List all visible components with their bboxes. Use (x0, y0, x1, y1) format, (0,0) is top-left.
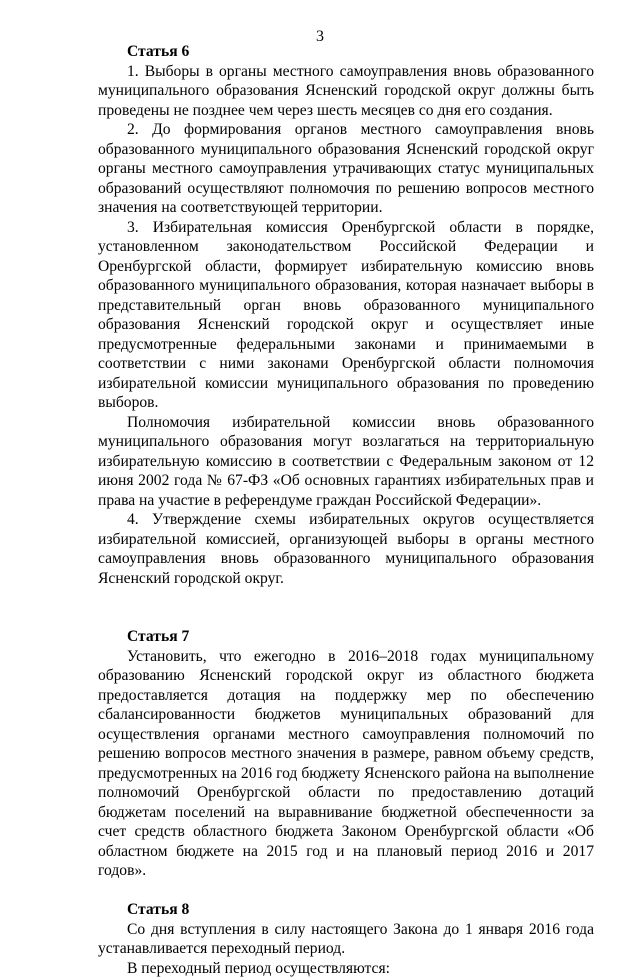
paragraph: Установить, что ежегодно в 2016–2018 годах муниципальному образованию Ясненский городской округ из областного бюджета предоставляется дотация на поддержку мер по обеспечению сбалансированности бюджетов муниципальных образований для осуществления органами местного самоуправления полномочий по решению вопросов местного значения в размере, равном объему средств, предусмотренных на 2016 год бюджету Ясненского района на выполнение полномочий Оренбургской области по предоставлению дотаций бюджетам поселений на выравнивание бюджетной обеспеченности за счет средств областного бюджета Законом Оренбургской области «Об областном бюджете на 2015 год и на плановый период 2016 и 2017 годов». (98, 647, 594, 881)
article-6 (98, 42, 594, 588)
article-heading: Статья 8 (98, 900, 594, 920)
paragraph: 3. Избирательная комиссия Оренбургской области в порядке, установленном законодательством Российской Федерации и Оренбургской области, формирует избирательную комиссию вновь образованного муниципального образования, которая назначает выборы в представительный орган вновь образованного муниципального образования Ясненский городской округ и осуществляет иные предусмотренные федеральными законами и принимаемыми в соответствии с ними законами Оренбургской области полномочия избирательной комиссии муниципального образования по проведению выборов. (98, 218, 594, 413)
paragraph: 2. До формирования органов местного самоуправления вновь образованного муниципального образования Ясненский городской округ органы местного самоуправления утрачивающих статус муниципальных образований осуществляют полномочия по решению вопросов местного значения на соответствующей территории. (98, 120, 594, 218)
paragraph: 4. Утверждение схемы избирательных округов осуществляется избирательной комиссией, организующей выборы в органы местного самоуправления вновь образованного муниципального образования Ясненский городской округ. (98, 510, 594, 588)
document-body (98, 42, 594, 978)
spacer (98, 881, 594, 901)
spacer (98, 588, 594, 608)
paragraph: Со дня вступления в силу настоящего Закона до 1 января 2016 года устанавливается переходный период. (98, 920, 594, 959)
paragraph: Полномочия избирательной комиссии вновь образованного муниципального образования могут возлагаться на территориальную избирательную комиссию в соответствии с Федеральным законом от 12 июня 2002 года № 67-ФЗ «Об основных гарантиях избирательных прав и права на участие в референдуме граждан Российской Федерации». (98, 413, 594, 511)
paragraph: В переходный период осуществляются: (98, 959, 594, 978)
paragraph: 1. Выборы в органы местного самоуправления вновь образованного муниципального образования Ясненский городской округ должны быть проведены не позднее чем через шесть месяцев со дня его создания. (98, 62, 594, 121)
spacer (98, 608, 594, 628)
article-heading: Статья 7 (98, 627, 594, 647)
article-7 (98, 627, 594, 881)
article-heading: Статья 6 (98, 42, 594, 62)
article-8 (98, 900, 594, 978)
page-number: 3 (0, 28, 640, 46)
